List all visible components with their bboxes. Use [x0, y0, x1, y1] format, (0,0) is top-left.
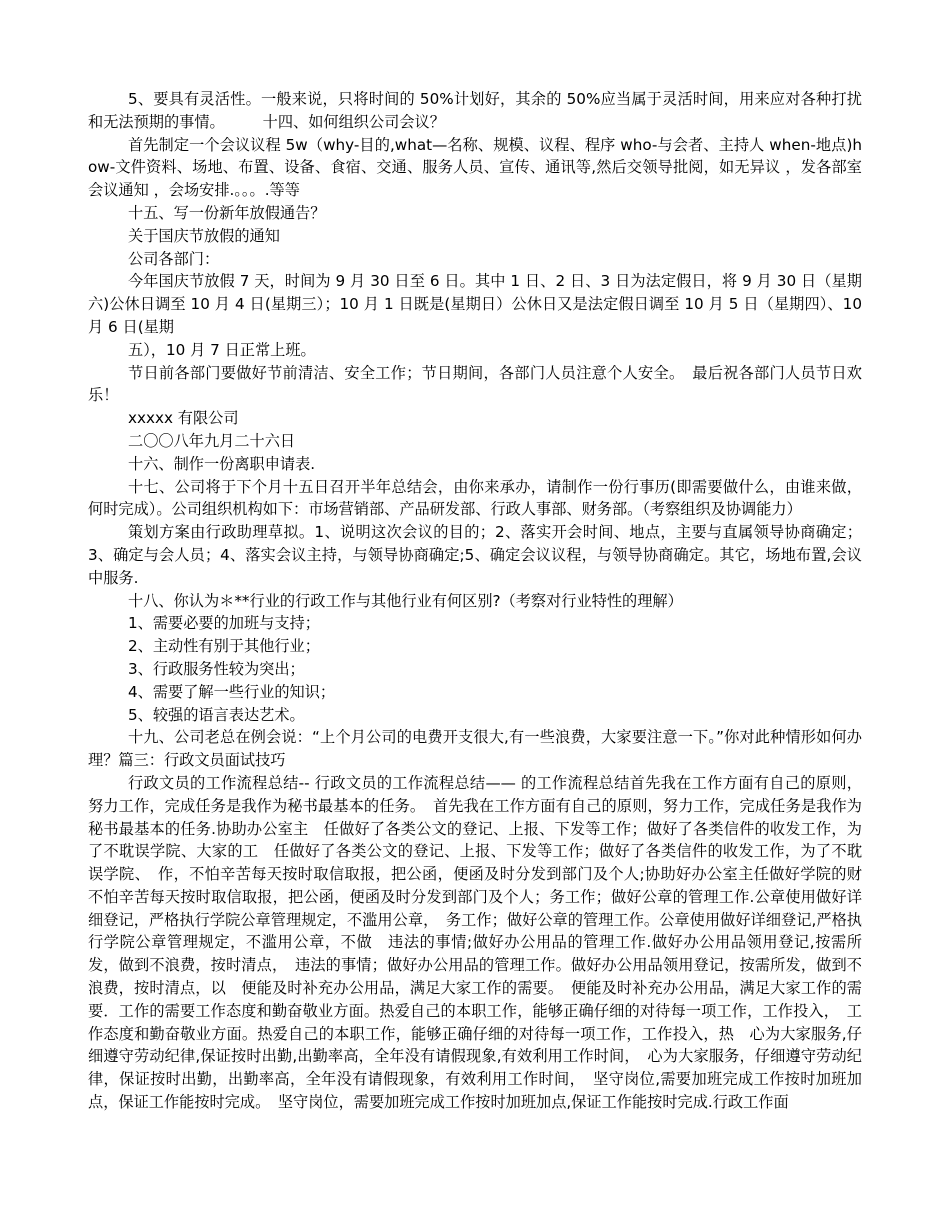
notice-body-safety: 节日前各部门要做好节前清洁、安全工作；节日期间，各部门人员注意个人安全。 最后祝各部门人员节日欢乐！ — [88, 363, 862, 405]
list-item: 5、较强的语言表达艺术。 — [128, 705, 305, 724]
paragraph-workflow-summary: 行政文员的工作流程总结-- 行政文员的工作流程总结—— 的工作流程总结首先我在工作方面有自己的原则，努力工作，完成任务是我作为秘书最基本的任务。 首先我在工作方面有自己的原则，努力工作，完成任务是我作为秘书最基本的任务.协助办公室主 任做好了各类公文的登记、上报、下发等工作；做好了各类信件的收发工作，为了不耽误学院、大家的工 任做好了各类公文的登记、上报、下发等工作；做好了各类信件的收发工作，为了不耽误学院、 作，不怕辛苦每天按时取信取报，把公函，便函及时分发到部门及个人;协助好办公室主任做好学院的财 不怕辛苦每天按时取信取报，把公函，便函及时分发到部门及个人；务工作；做好公章的管理工作.公章使用做好详细登记，严格执行学院公章管理规定，不滥用公章， 务工作；做好公章的管理工作。公章使用做好详细登记,严格执行学院公章管理规定，不滥用公章，不做 违法的事情;做好办公用品的管理工作.做好办公用品领用登记,按需所发，做到不浪费，按时清点， 违法的事情；做好办公用品的管理工作。做好办公用品领用登记，按需所发，做到不浪费，按时清点，以 便能及时补充办公用品，满足大家工作的需要。 便能及时补充办公用品，满足大家工作的需要．工作的需要工作态度和勤奋敬业方面。热爱自己的本职工作，能够正确仔细的对待每一项工作，工作投入， 工作态度和勤奋敬业方面。热爱自己的本职工作，能够正确仔细的对待每一项工作，工作投入，热 心为大家服务,仔细遵守劳动纪律,保证按时出勤,出勤率高，全年没有请假现象,有效利用工作时间， 心为大家服务，仔细遵守劳动纪律，保证按时出勤，出勤率高，全年没有请假现象，有效利用工作时间， 坚守岗位,需要加班完成工作按时加班加点，保证工作能按时完成。 坚守岗位，需要加班完成工作按时加班加点,保证工作能按时完成.行政工作面 — [88, 773, 878, 1112]
question-18-heading: 十八、你认为＊**行业的行政工作与其他行业有何区别?（考察对行业特性的理解） — [128, 591, 683, 610]
paragraph-meeting-agenda: 首先制定一个会议议程 5w（why-目的,what—名称、规模、议程、程序 who-与会者、主持人 when-地点)how-文件资料、场地、布置、设备、食宿、交通、服务人员、宣传、通讯等,然后交领导批阅，如无异议 ，发各部室会议通知 ，会场安排.。。。.等等 — [88, 135, 862, 200]
list-item: 3、行政服务性较为突出； — [128, 659, 305, 678]
question-17-heading: 十七、公司将于下个月十五日召开半年总结会，由你来承办，请制作一份行事历(即需要做什么，由谁来做，何时完成）。公司组织机构如下：市场营销部、产品研发部、行政人事部、财务部。（考察组织及协调能力） — [88, 477, 862, 519]
notice-body-return: 五），10 月 7 日正常上班。 — [128, 340, 316, 359]
notice-salutation: 公司各部门： — [128, 249, 220, 268]
notice-title: 关于国庆节放假的通知 — [128, 226, 280, 245]
list-item: 1、需要必要的加班与支持； — [128, 614, 320, 633]
question-19-heading: 十九、公司老总在例会说：“上个月公司的电费开支很大,有一些浪费，大家要注意一下。”你对此种情形如何办理？篇三：行政文员面试技巧 — [88, 728, 862, 770]
question-16-heading: 十六、制作一份离职申请表. — [128, 454, 316, 473]
list-item: 2、主动性有别于其他行业； — [128, 637, 320, 656]
question-15-heading: 十五、写一份新年放假通告？ — [128, 203, 326, 222]
list-item: 4、需要了解一些行业的知识； — [128, 682, 336, 701]
notice-signature-company: xxxxx 有限公司 — [128, 409, 239, 428]
paragraph-planning-answer: 策划方案由行政助理草拟。1、说明这次会议的目的；2、落实开会时间、地点，主要与直属领导协商确定；3、确定与会人员；4、落实会议主持，与领导协商确定;5、确定会议议程，与领导协商确定。其它，场地布置,会议中服务. — [88, 523, 862, 587]
paragraph-flexibility: 5、要具有灵活性。一般来说，只将时间的 50%计划好，其余的 50%应当属于灵活时间，用来应对各种打扰和无法预期的事情。 十四、如何组织公司会议？ — [88, 90, 862, 131]
notice-body-schedule: 今年国庆节放假 7 天，时间为 9 月 30 日至 6 日。其中 1 日、2 日、3 日为法定假日，将 9 月 30 日（星期六)公休日调至 10 月 4 日(星期三）；10 月 1 日既是(星期日）公休日又是法定假日调至 10 月 5 日（星期四）、10 月 6 日(星期 — [88, 272, 862, 336]
notice-signature-date: 二〇〇八年九月二十六日 — [128, 431, 296, 450]
